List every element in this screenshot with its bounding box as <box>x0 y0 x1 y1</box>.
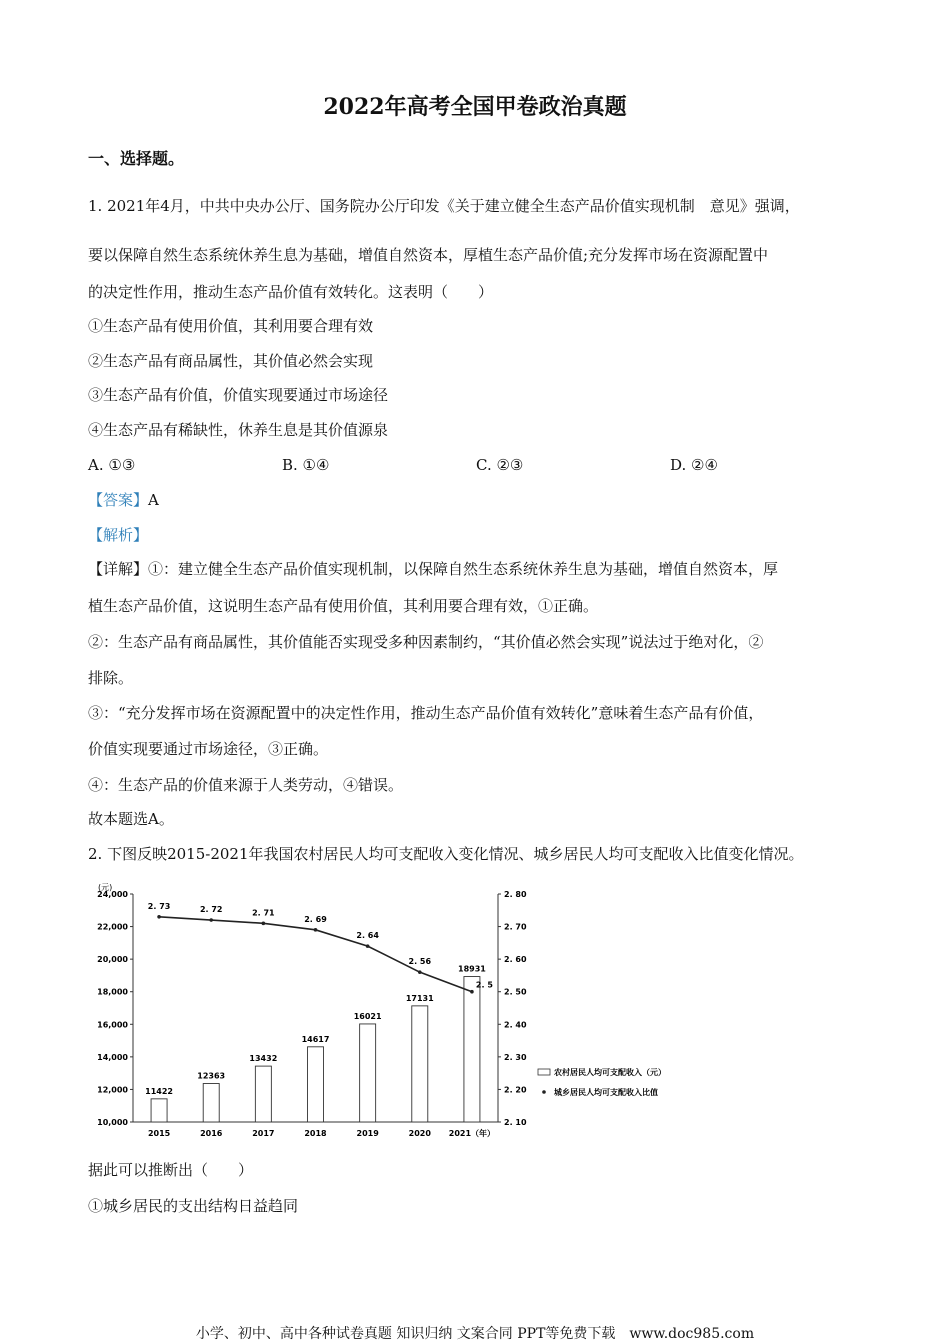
q1-stem-line-1: 1. 2021年4月，中共中央办公厅、国务院办公厅印发《关于建立健全生态产品价值实现机制 意见》强调， <box>88 197 800 215</box>
q1-detail-line-8: 故本题选A。 <box>88 810 174 828</box>
bar <box>203 1084 219 1122</box>
bar-value-label: 12363 <box>197 1071 226 1081</box>
ratio-value-label: 2. 71 <box>252 908 275 918</box>
legend-bar-label: 农村居民人均可支配收入（元） <box>554 1068 666 1077</box>
detail-text: ①：建立健全生态产品价值实现机制，以保障自然生态系统休养生息为基础，增值自然资本，厚 <box>148 560 779 578</box>
q1-stem-line-3: 的决定性作用，推动生态产品价值有效转化。这表明（ ） <box>88 283 494 301</box>
q1-statement-3: ③生态产品有价值，价值实现要通过市场途径 <box>88 386 389 404</box>
q1-detail-line-3: ②：生态产品有商品属性，其价值能否实现受多种因素制约，“其价值必然会实现”说法过于绝对化，② <box>88 633 764 651</box>
x-tick-label: 2020 <box>408 1129 431 1138</box>
ratio-point <box>209 918 213 922</box>
right-axis-tick-label: 2. 40 <box>504 1020 527 1030</box>
q1-statement-2: ②生态产品有商品属性，其价值必然会实现 <box>88 352 374 370</box>
section-heading: 一、选择题。 <box>88 149 185 168</box>
right-axis-tick-label: 2. 50 <box>504 987 527 997</box>
bar-value-label: 16021 <box>353 1011 382 1021</box>
q1-detail-line-1 <box>88 559 778 579</box>
left-axis-tick-label: 12,000 <box>97 1085 128 1095</box>
ratio-value-label: 2. 72 <box>199 905 223 915</box>
answer-value: A <box>148 491 159 509</box>
bar <box>308 1047 324 1122</box>
q1-detail-line-2: 植生态产品价值，这说明生态产品有使用价值，其利用要合理有效，①正确。 <box>88 597 599 615</box>
income-chart <box>88 876 708 1146</box>
q1-detail-line-5: ③：“充分发挥市场在资源配置中的决定性作用，推动生态产品价值有效转化”意味着生态产品有价值， <box>88 704 764 722</box>
right-axis-tick-label: 2. 70 <box>504 922 527 932</box>
left-axis-tick-label: 14,000 <box>97 1052 128 1062</box>
q1-option-b: B. ①④ <box>282 456 330 474</box>
q1-option-a: A. ①③ <box>88 456 136 474</box>
x-tick-label: 2017 <box>252 1129 275 1138</box>
x-tick-label: 2018 <box>304 1129 327 1138</box>
legend-line-marker <box>542 1090 546 1094</box>
bar-value-label: 13432 <box>249 1054 278 1064</box>
answer-label: 【答案】 <box>88 491 149 509</box>
left-axis-unit: (元) <box>98 883 113 892</box>
q2-statement-1: ①城乡居民的支出结构日益趋同 <box>88 1197 299 1215</box>
q1-answer <box>88 490 159 510</box>
bar <box>151 1099 167 1122</box>
ratio-point <box>314 928 318 932</box>
ratio-value-label: 2. 5 <box>475 980 493 990</box>
q1-option-c: C. ②③ <box>476 456 524 474</box>
legend-line-label: 城乡居民人均可支配收入比值 <box>554 1088 658 1097</box>
bar-value-label: 14617 <box>301 1034 330 1044</box>
left-axis-tick-label: 22,000 <box>97 922 128 932</box>
right-axis-tick-label: 2. 10 <box>504 1118 527 1127</box>
left-axis-tick-label: 16,000 <box>97 1020 128 1030</box>
q1-statement-4: ④生态产品有稀缺性，休养生息是其价值源泉 <box>88 421 389 439</box>
left-axis-tick-label: 24,000 <box>97 890 128 899</box>
right-axis-tick-label: 2. 80 <box>504 890 527 899</box>
bar-value-label: 11422 <box>145 1086 173 1096</box>
q1-statement-1: ①生态产品有使用价值，其利用要合理有效 <box>88 317 374 335</box>
q1-stem-line-2: 要以保障自然生态系统休养生息为基础，增值自然资本，厚植生态产品价值;充分发挥市场在资源配置中 <box>88 246 769 264</box>
footer-text: 小学、初中、高中各种试卷真题 知识归纳 文案合同 PPT等免费下载 www.doc985.com <box>195 1326 755 1342</box>
analysis-label: 【解析】 <box>88 526 149 544</box>
q1-detail-line-6: 价值实现要通过市场途径，③正确。 <box>88 740 329 758</box>
ratio-point <box>418 970 422 974</box>
q2-prompt: 据此可以推断出（ ） <box>88 1161 254 1179</box>
x-tick-label: 2015 <box>147 1129 171 1138</box>
page-title: 2022年高考全国甲卷政治真题 <box>323 94 627 120</box>
q2-stem-line-1: 2. 下图反映2015-2021年我国农村居民人均可支配收入变化情况、城乡居民人均可支配收入比值变化情况。 <box>88 845 804 863</box>
bar <box>464 977 480 1122</box>
right-axis-tick-label: 2. 20 <box>504 1085 527 1095</box>
x-tick-label: 2019 <box>356 1129 379 1138</box>
ratio-point <box>470 990 474 994</box>
left-axis-tick-label: 10,000 <box>97 1118 128 1127</box>
x-tick-label: 2016 <box>200 1129 223 1138</box>
right-axis-tick-label: 2. 30 <box>504 1052 527 1062</box>
left-axis-tick-label: 20,000 <box>97 955 128 965</box>
ratio-value-label: 2. 69 <box>304 914 327 924</box>
x-tick-label: 2021（年） <box>448 1129 496 1138</box>
bar <box>412 1006 428 1122</box>
ratio-point <box>262 922 266 926</box>
bar <box>255 1066 271 1122</box>
q1-detail-line-4: 排除。 <box>88 669 134 687</box>
q1-detail-line-7: ④：生态产品的价值来源于人类劳动，④错误。 <box>88 776 404 794</box>
ratio-value-label: 2. 56 <box>408 957 432 967</box>
ratio-value-label: 2. 64 <box>356 931 379 941</box>
detail-label: 【详解】 <box>88 560 149 578</box>
bar-value-label: 18931 <box>458 964 486 974</box>
right-axis-tick-label: 2. 60 <box>504 955 527 965</box>
bar <box>360 1024 376 1122</box>
bar-value-label: 17131 <box>405 993 434 1003</box>
left-axis-tick-label: 18,000 <box>97 987 128 997</box>
ratio-value-label: 2. 73 <box>147 901 171 911</box>
legend-bar-swatch <box>538 1069 550 1075</box>
q1-option-d: D. ②④ <box>670 456 718 474</box>
ratio-point <box>366 944 370 948</box>
ratio-point <box>157 915 161 919</box>
